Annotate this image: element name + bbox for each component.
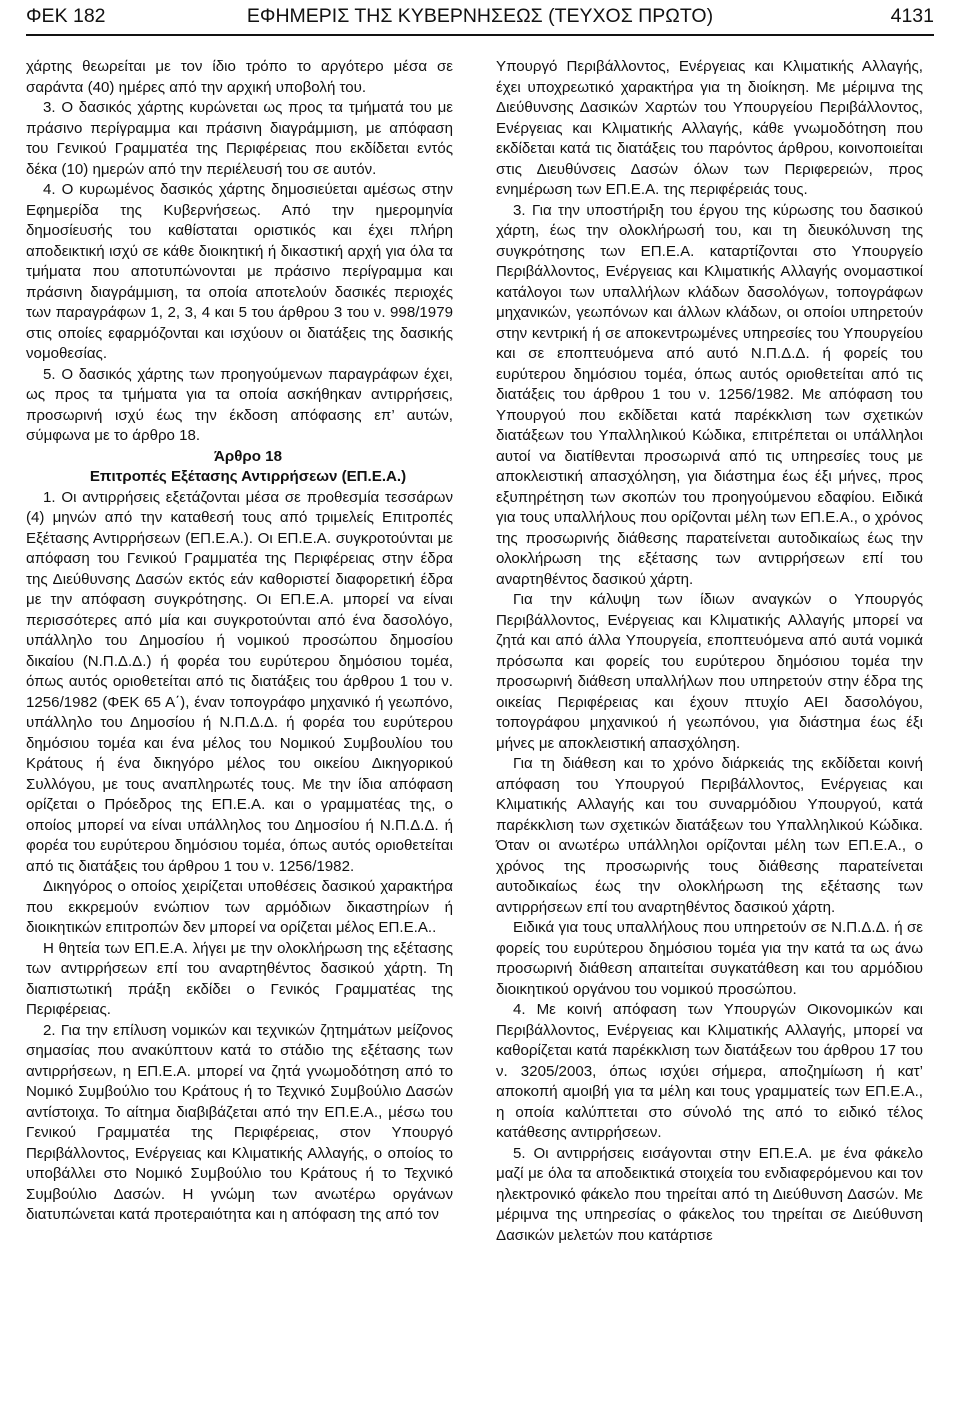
- paragraph: Για τη διάθεση και το χρόνο διάρκειάς της εκδίδεται κοινή απόφαση του Υπουργού Περιβάλλοντος, Ενέργειας και Κλιματικής Αλλαγής και του συναρμόδιου Υπουργού, κατά παρέκκλιση των σχετικών διατάξεων του Υπαλληλικού Κώδικα. Όταν οι ανωτέρω υπάλληλοι ορίζονται μέλη των ΕΠ.Ε.Α., ο χρόνος της προσωρινής τους διάθεσης παρατείνεται αυτοδικαίως έως την ολοκλήρωση της εξέτασης των αντιρρήσεων επί του αναρτηθέντος δασικού χάρτη.: [496, 755, 923, 916]
- gazette-issue: ΦΕΚ 182: [26, 5, 106, 27]
- paragraph: Δικηγόρος ο οποίος χειρίζεται υποθέσεις δασικού χαρακτήρα που εκκρεμούν ενώπιον των αρμόδιων δικαστηρίων ή διοικητικών επιτροπών δεν μπορεί να ορίζεται μέλος ΕΠ.Ε.Α..: [26, 878, 453, 936]
- page-header: [26, 2, 934, 30]
- paragraph: 5. Οι αντιρρήσεις εισάγονται στην ΕΠ.Ε.Α. με ένα φάκελο μαζί με όλα τα αποδεικτικά στοιχεία του ενδιαφερόμενου και τον ηλεκτρονικό φάκελο που τηρείται από τη Διεύθυνση Δασών. Με μέριμνα της υπηρεσίας ο φάκελος του τηρείται σε Διεύθυνση Δασικών μελετών που κατάρτισε: [496, 1144, 923, 1244]
- article-title: Επιτροπές Εξέτασης Αντιρρήσεων (ΕΠ.Ε.Α.): [89, 468, 407, 485]
- page-number: 4131: [890, 5, 934, 27]
- paragraph: Η θητεία των ΕΠ.Ε.Α. λήγει με την ολοκλήρωση της εξέτασης των αντιρρήσεων επί του αναρτηθέντος δασικού χάρτη. Τη διαπιστωτική πράξη εκδίδει ο Γενικός Γραμματέας της Περιφέρειας.: [26, 939, 453, 1018]
- article-number: Άρθρο 18: [214, 447, 282, 465]
- paragraph: 5. Ο δασικός χάρτης των προηγούμενων παραγράφων έχει, ως προς τα τμήματα για τα οποία ασκήθηκαν αντιρρήσεις, προσωρινή ισχύ έως την έκδοση απόφασης επ’ αυτών, σύμφωνα με το άρθρο 18.: [26, 365, 453, 444]
- right-column: [496, 57, 923, 1246]
- paragraph: 3. Για την υποστήριξη του έργου της κύρωσης του δασικού χάρτη, έως την ολοκλήρωσή του, και τη διευκόλυνση της συγκρότησης των ΕΠ.Ε.Α. καταρτίζονται στο Υπουργείο Περιβάλλοντος, Ενέργειας και Κλιματικής Αλλαγής ονομαστικοί κατάλογοι των υπαλλήλων κλάδων δασολόγων, τοπογράφων μηχανικών, γεωπόνων και άλλων κλάδων, οι οποίοι υπηρετούν στην κεντρική ή σε αποκεντρωμένες υπηρεσίες του Υπουργείου και σε εποπτευόμενα από αυτό Ν.Π.Δ.Δ. ή φορείς του ευρύτερου δημόσιου τομέα, όπως αυτός οριοθετείται από τις διατάξεις του άρθρου 1 του ν. 1256/1982. Με απόφαση του Υπουργού που εκδίδεται κατά παρέκκλιση των σχετικών διατάξεων του Υπαλληλικού Κώδικα, επιτρέπεται οι υπάλληλοι αυτοί να διατίθενται προσωρινά από τις υπηρεσίες τους με αποκλειστική απασχόληση, για διάστημα έως έξι μήνες, προς εξυπηρέτηση των σκοπών του προηγούμενου εδαφίου. Ειδικά για τους υπαλλήλους που ορίζονται μέλη των ΕΠ.Ε.Α., ο χρόνος της προσωρινής διάθεσης παρατείνεται αυτοδικαίως έως την ολοκλήρωση της εξέτασης των αντιρρήσεων επί του αναρτηθέντος δασικού χάρτη.: [496, 201, 923, 588]
- paragraph: 2. Για την επίλυση νομικών και τεχνικών ζητημάτων μείζονος σημασίας που ανακύπτουν κατά το στάδιο της εξέτασης των αντιρρήσεων, η ΕΠ.Ε.Α. μπορεί να ζητά γνωμοδότηση από το Νομικό Συμβούλιο του Κράτους ή το Τεχνικό Συμβούλιο Δασών αντίστοιχα. Το αίτημα διαβιβάζεται από την ΕΠ.Ε.Α., μέσω του Γενικού Γραμματέα της Περιφέρειας, στον Υπουργό Περιβάλλοντος, Ενέργειας και Κλιματικής Αλλαγής, ο οποίος το υποβάλλει στο Νομικό Συμβούλιο του Κράτους ή το Τεχνικό Συμβούλιο Δασών. Η γνώμη των ανωτέρω οργάνων διατυπώνεται κατά προτεραιότητα και η απόφαση της από τον: [26, 1021, 453, 1223]
- left-column: [26, 57, 453, 1226]
- paragraph: Υπουργό Περιβάλλοντος, Ενέργειας και Κλιματικής Αλλαγής, έχει υποχρεωτικό χαρακτήρα για τη διοίκηση. Με μέριμνα της Διεύθυνσης Δασικών Χαρτών του Υπουργείου Περιβάλλοντος, Ενέργειας και Κλιματικής Αλλαγής, κάθε γνωμοδότηση που εκδίδεται κατά τις διατάξεις του παρόντος άρθρου, κοινοποιείται στις Διευθύνσεις Δασών όλων των Περιφερειών, προς ενημέρωση των ΕΠ.Ε.Α. της περιφέρειάς τους.: [496, 58, 923, 198]
- paragraph: Για την κάλυψη των ίδιων αναγκών ο Υπουργός Περιβάλλοντος, Ενέργειας και Κλιματικής Αλλαγής μπορεί να ζητά και από άλλα Υπουργεία, εποπτευόμενα από αυτά νομικά πρόσωπα και φορείς του ευρύτερου δημόσιου τομέα την προσωρινή διάθεση υπαλλήλων που υπηρετούν στην έδρα της οικείας Περιφέρειας και έχουν πτυχίο ΑΕΙ δασολόγου, τοπογράφου μηχανικού ή γεωπόνου, για διάστημα έως έξι μήνες με αποκλειστική απασχόληση.: [496, 591, 923, 752]
- paragraph: 1. Οι αντιρρήσεις εξετάζονται μέσα σε προθεσμία τεσσάρων (4) μηνών από την καταθεσή τους από τριμελείς Επιτροπές Εξέτασης Αντιρρήσεων (ΕΠ.Ε.Α.). Οι ΕΠ.Ε.Α. συγκροτούνται με απόφαση του Γενικού Γραμματέα της Περιφέρειας στην έδρα της Διεύθυνσης Δασών εκτός εάν καθοριστεί διαφορετική έδρα με την απόφαση συγκρότησης. Οι ΕΠ.Ε.Α. μπορεί να είναι περισσότερες από μία και συγκροτούνται από ένα δασολόγο, υπάλληλο του Δημοσίου ή νομικού προσώπου δημοσίου δικαίου (Ν.Π.Δ.Δ.) ή φορέα του ευρύτερου δημόσιου τομέα, όπως αυτός οριοθετείται από τις διατάξεις του άρθρου 1 του ν. 1256/1982 (ΦΕΚ 65 Α΄), έναν τοπογράφο μηχανικό ή γεωπόνο, υπάλληλο του Δημοσίου ή Ν.Π.Δ.Δ. ή φορέα του ευρύτερου δημόσιου τομέα και ένα μέλος του Νομικού Συμβουλίου του Κράτους ή ένα δικηγόρο μέλος του οικείου Δικηγορικού Συλλόγου, με τους αναπληρωτές τους. Με την ίδια απόφαση ορίζεται ο Πρόεδρος της ΕΠ.Ε.Α. και ο γραμματέας της, ο οποίος μπορεί να είναι υπάλληλος του Δημοσίου ή Ν.Π.Δ.Δ. ή φορέα του ευρύτερου δημόσιου τομέα, όπως αυτός οριοθετείται από τις διατάξεις του άρθρου 1 του ν. 1256/1982.: [26, 488, 453, 875]
- paragraph: Ειδικά για τους υπαλλήλους που υπηρετούν σε Ν.Π.Δ.Δ. ή σε φορείς του ευρύτερου δημόσιου τομέα για την κατά τα ως άνω προσωρινή διάθεση απαιτείται συγκατάθεση και του αρμόδιου διοικητικού οργάνου του νομικού προσώπου.: [496, 919, 923, 998]
- paragraph: 4. Ο κυρωμένος δασικός χάρτης δημοσιεύεται αμέσως στην Εφημερίδα της Κυβερνήσεως. Από την ημερομηνία δημοσίευσής του καθίσταται οριστικός και έχει πλήρη αποδεικτική ισχύ σε κάθε διοικητική ή δικαστική αρχή για όλα τα τμήματα που αποτυπώνονται με πράσινο περίγραμμα και πράσινη διαγράμμιση, τα οποία αποτελούν δασικές περιοχές των παραγράφων 1, 2, 3, 4 και 5 του άρθρου 3 του ν. 998/1979 στις οποίες εφαρμόζονται και ισχύουν οι διατάξεις της δασικής νομοθεσίας.: [26, 181, 453, 362]
- paragraph: 3. Ο δασικός χάρτης κυρώνεται ως προς τα τμήματά του με πράσινο περίγραμμα και πράσινη διαγράμμιση, με απόφαση του Γενικού Γραμματέα της Περιφέρειας που εκδίδεται εντός δέκα (10) ημερών από την περιέλευσή του σε αυτόν.: [26, 99, 453, 178]
- paragraph: χάρτης θεωρείται με τον ίδιο τρόπο το αργότερο μέσα σε σαράντα (40) ημέρες από την αρχική υποβολή του.: [26, 58, 453, 96]
- gazette-title: ΕΦΗΜΕΡΙΣ ΤΗΣ ΚΥΒΕΡΝΗΣΕΩΣ (ΤΕΥΧΟΣ ΠΡΩΤΟ): [246, 5, 714, 27]
- header-rule: [26, 34, 934, 36]
- paragraph: 4. Με κοινή απόφαση των Υπουργών Οικονομικών και Περιβάλλοντος, Ενέργειας και Κλιματικής Αλλαγής, μπορεί να καθορίζεται κατά παρέκκλιση των διατάξεων του άρθρου 17 του ν. 3205/2003, όπως ισχύει σήμερα, αποζημίωση ή κατ’ αποκοπή αμοιβή για τα μέλη και τους γραμματείς των ΕΠ.Ε.Α., η οποία καλύπτεται στο σύνολό της από το ειδικό τέλος κατάθεσης αντιρρήσεων.: [496, 1001, 923, 1141]
